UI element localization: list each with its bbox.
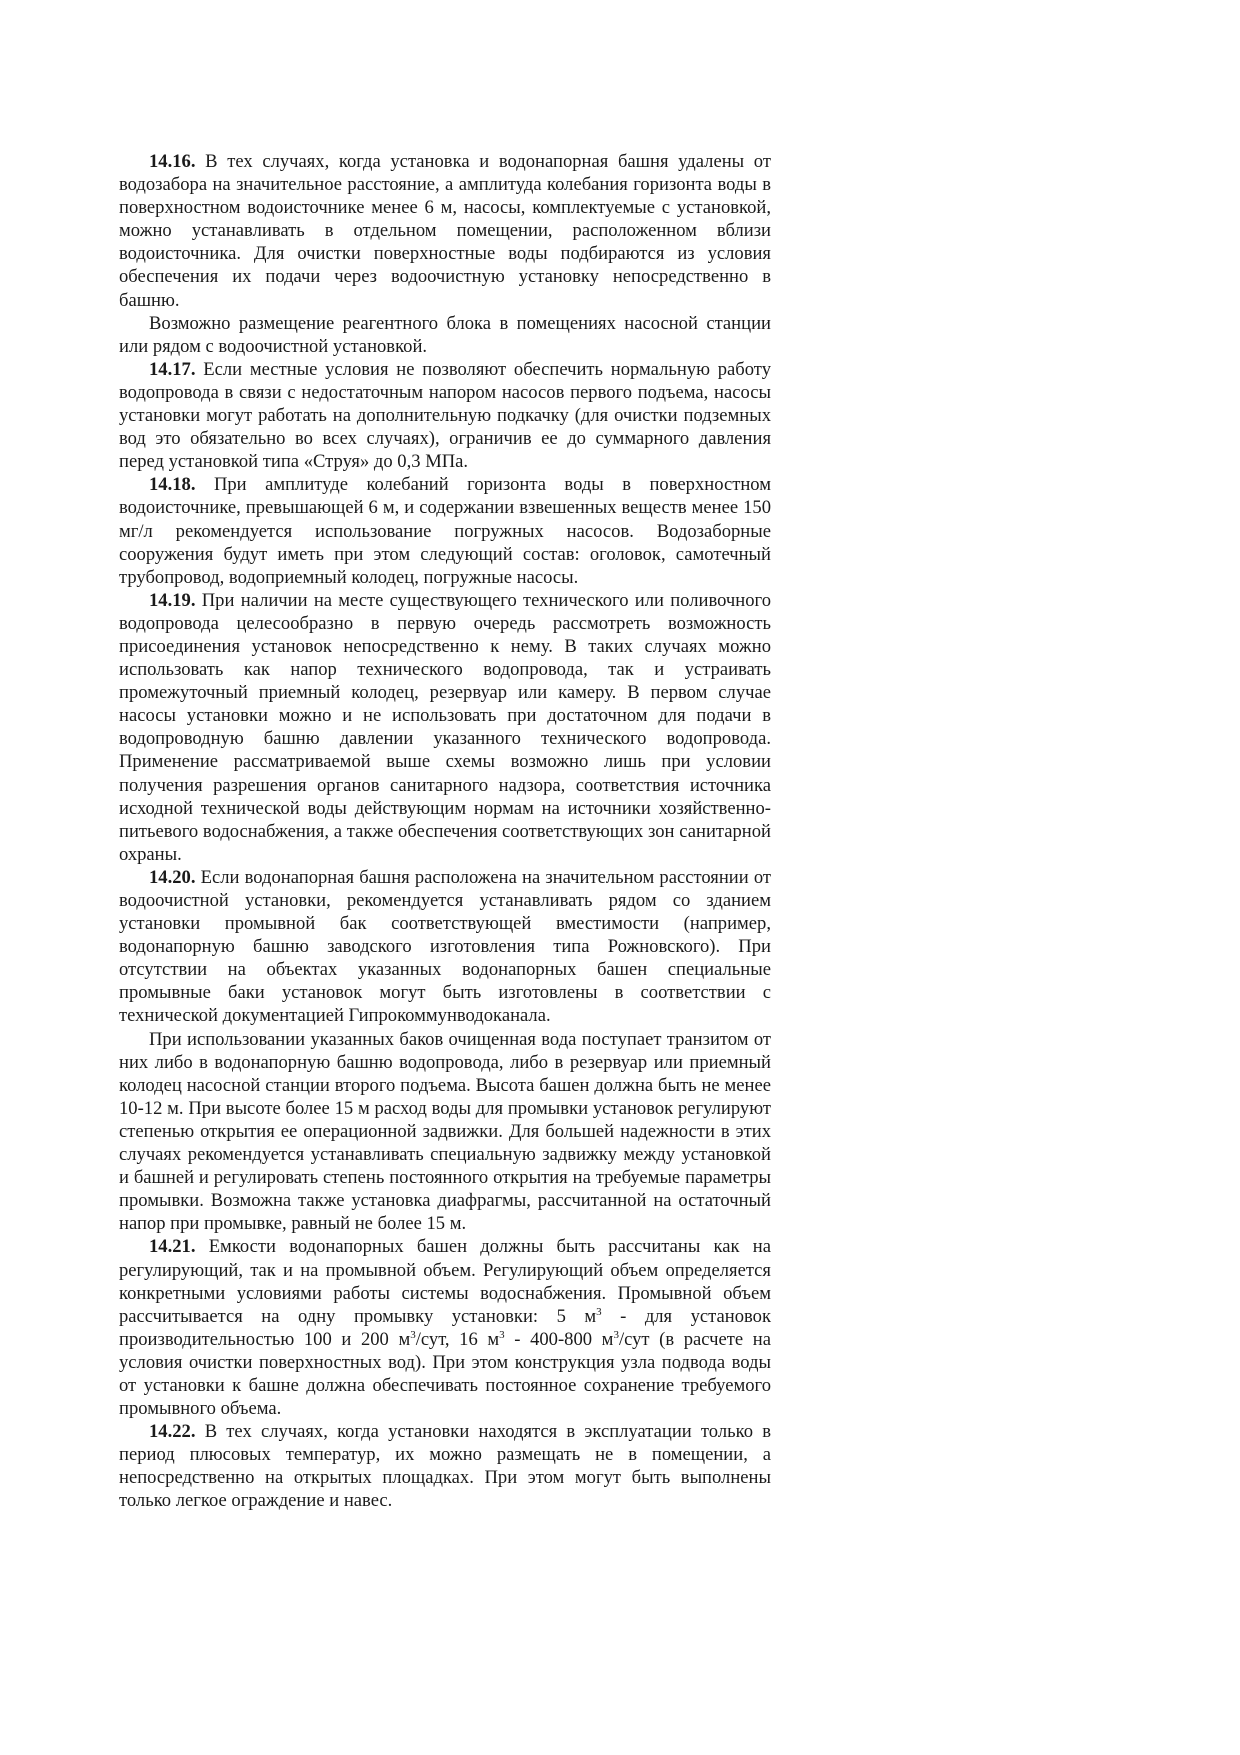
paragraph-14-18 (119, 473, 771, 588)
superscript: 3 (499, 1328, 505, 1341)
paragraph-number: 14.16. (149, 151, 196, 172)
paragraph-text: Если местные условия не позволяют обеспечить нормальную работу водопровода в связи с недостаточным напором насосов первого подъема, насосы установки могут работать на дополнительную подкачку (для очистки подземных вод это обязательно во всех случаях), ограничив ее до суммарного давления перед установкой типа «Струя» до 0,3 МПа. (119, 358, 771, 473)
paragraph-14-21 (119, 1235, 771, 1420)
paragraph-text: При наличии на месте существующего технического или поливочного водопровода целесообразно в первую очередь рассмотреть возможность присоединения установок непосредственно к нему. В таких случаях можно использовать как напор технического водопровода, так и устраивать промежуточный приемный колодец, резервуар или камеру. В первом случае насосы установки можно и не использовать при достаточном для подачи в водопроводную башню давлении указанного технического водопровода. Применение рассматриваемой выше схемы возможно лишь при условии получения разрешения органов санитарного надзора, соответствия источника исходной технической воды действующим нормам на источники хозяйственно-питьевого водоснабжения, а также обеспечения соответствующих зон санитарной охраны. (119, 589, 771, 865)
paragraph-14-19 (119, 589, 771, 866)
paragraph-number: 14.19. (149, 589, 196, 611)
paragraph-14-22 (119, 1420, 771, 1512)
paragraph-14-17 (119, 358, 771, 473)
paragraph-number: 14.22. (149, 1421, 196, 1443)
document-page (119, 150, 771, 1513)
paragraph-text: - 400-800 м (504, 1328, 614, 1350)
paragraph-number: 14.18. (149, 474, 196, 496)
superscript: 3 (613, 1328, 619, 1341)
paragraph-number: 14.21. (149, 1236, 196, 1258)
paragraph-14-20 (119, 866, 771, 1028)
paragraph-text: /сут (в расчете на условия очистки поверхностных вод). При этом конструкция узла подвода воды от установки к башне должна обеспечивать постоянное сохранение требуемого промывного объема. (119, 1328, 771, 1420)
paragraph-text: При использовании указанных баков очищенная вода поступает транзитом от них либо в водонапорную башню водопровода, либо в резервуар или приемный колодец насосной станции второго подъема. Высота башен должна быть не менее 10-12 м. При высоте более 15 м расход воды для промывки установок регулируют степенью открытия ее операционной задвижки. Для большей надежности в этих случаях рекомендуется устанавливать специальную задвижку между установкой и башней и регулировать степень постоянного открытия на требуемые параметры промывки. Возможна также установка диафрагмы, рассчитанной на остаточный напор при промывке, равный не более 15 м. (119, 1028, 771, 1235)
paragraph-14-20-continuation (119, 1028, 771, 1236)
paragraph-text: Если водонапорная башня расположена на значительном расстоянии от водоочистной установки, рекомендуется устанавливать рядом со зданием установки промывной бак соответствующей вместимости (например, водонапорную башню заводского изготовления типа Рожновского). При отсутствии на объектах указанных водонапорных башен специальные промывные баки установок могут быть изготовлены в соответствии с технической документацией Гипрокоммунводоканала. (119, 866, 771, 1027)
paragraph-text: В тех случаях, когда установки находятся в эксплуатации только в период плюсовых температур, их можно размещать не в помещении, а непосредственно на открытых площадках. При этом могут быть выполнены только легкое ограждение и навес. (119, 1421, 771, 1512)
paragraph-number: 14.20. (149, 866, 196, 888)
superscript: 3 (596, 1305, 602, 1318)
paragraph-14-16 (119, 150, 771, 312)
paragraph-text: Возможно размещение реагентного блока в помещениях насосной станции или рядом с водоочистной установкой. (119, 312, 771, 357)
paragraph-text: - для установок производительностью 100 и 200 м (119, 1305, 771, 1350)
paragraph-text: В тех случаях, когда установка и водонапорная башня удалены от водозабора на значительное расстояние, а амплитуда колебания горизонта воды в поверхностном водоисточнике менее 6 м, насосы, комплектуемые с установкой, можно устанавливать в отдельном помещении, расположенном вблизи водоисточника. Для очистки поверхностные воды подбираются из условия обеспечения их подачи через водоочистную установку непосредственно в башню. (119, 151, 771, 311)
paragraph-14-16-continuation (119, 312, 771, 358)
paragraph-text: При амплитуде колебаний горизонта воды в поверхностном водоисточнике, превышающей 6 м, и содержании взвешенных веществ менее 150 мг/л рекомендуется использование погружных насосов. Водозаборные сооружения будут иметь при этом следующий состав: оголовок, самотечный трубопровод, водоприемный колодец, погружные насосы. (119, 474, 771, 588)
superscript: 3 (410, 1328, 416, 1341)
paragraph-text: Емкости водонапорных башен должны быть рассчитаны как на регулирующий, так и на промывной объем. Регулирующий объем определяется конкретными условиями работы системы водоснабжения. Промывной объем рассчитывается на одну промывку установки: 5 м (119, 1236, 771, 1327)
paragraph-text: /сут, 16 м (415, 1328, 500, 1350)
paragraph-number: 14.17. (149, 358, 196, 380)
